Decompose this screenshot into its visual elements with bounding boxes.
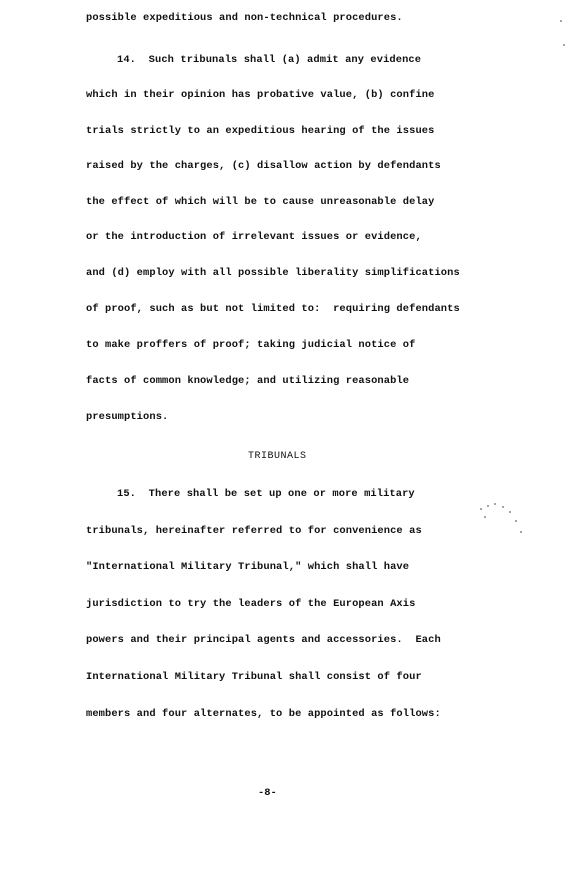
- scan-speck: [502, 506, 504, 508]
- text-line: of proof, such as but not limited to: requiring defendants: [86, 303, 460, 315]
- scan-speck: [480, 508, 482, 510]
- text-line: possible expeditious and non-technical procedures.: [86, 12, 403, 24]
- section-heading: TRIBUNALS: [248, 451, 307, 462]
- text-line: 14. Such tribunals shall (a) admit any evidence: [117, 54, 422, 66]
- text-line: the effect of which will be to cause unreasonable delay: [86, 196, 435, 208]
- scan-speck: [487, 505, 489, 507]
- text-line: presumptions.: [86, 411, 169, 423]
- text-line: facts of common knowledge; and utilizing reasonable: [86, 375, 410, 387]
- text-line: tribunals, hereinafter referred to for convenience as: [86, 525, 422, 537]
- scan-speck: [494, 503, 496, 505]
- text-line: and (d) employ with all possible liberality simplifications: [86, 267, 460, 279]
- page-number: -8-: [258, 787, 277, 799]
- text-line: "International Military Tribunal," which shall have: [86, 561, 410, 573]
- scan-speck: [563, 44, 565, 46]
- text-line: 15. There shall be set up one or more military: [117, 488, 415, 500]
- scan-speck: [509, 511, 511, 513]
- scan-speck: [560, 20, 562, 22]
- text-line: to make proffers of proof; taking judicial notice of: [86, 339, 416, 351]
- text-line: raised by the charges, (c) disallow action by defendants: [86, 160, 441, 172]
- text-line: International Military Tribunal shall consist of four: [86, 671, 422, 683]
- scan-speck: [515, 520, 517, 522]
- text-line: powers and their principal agents and accessories. Each: [86, 634, 441, 646]
- text-line: jurisdiction to try the leaders of the European Axis: [86, 598, 416, 610]
- text-line: which in their opinion has probative value, (b) confine: [86, 89, 435, 101]
- text-line: or the introduction of irrelevant issues or evidence,: [86, 231, 422, 243]
- scan-speck: [484, 516, 486, 518]
- text-line: trials strictly to an expeditious hearing of the issues: [86, 125, 435, 137]
- scan-speck: [520, 531, 522, 533]
- text-line: members and four alternates, to be appointed as follows:: [86, 708, 441, 720]
